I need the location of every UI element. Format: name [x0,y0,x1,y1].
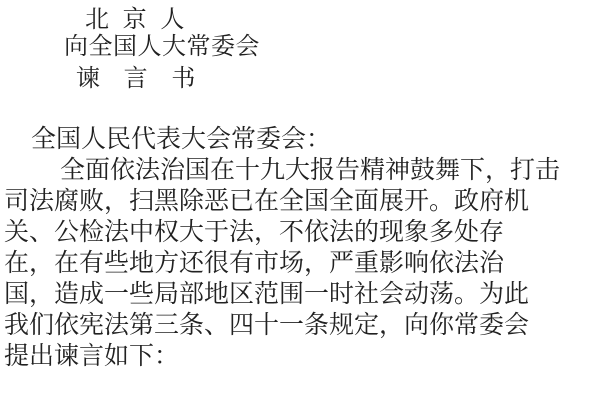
title-line-author: 北 京 人 [85,6,185,33]
body-paragraph [4,155,564,372]
paragraph-line: 全面依法治国在十九大报告精神鼓舞下，打击 [60,156,561,184]
title-line-addressee: 向全国人大常委会 [64,33,260,60]
paragraph-line: 我们依宪法第三条、四十一条规定，向你常委会 [4,311,530,339]
paragraph-line: 关、公检法中权大于法，不依法的现象多处存 [4,218,505,246]
paragraph-line: 提出谏言如下： [4,342,180,370]
paragraph-line: 司法腐败，扫黑除恶已在全国全面展开。政府机 [4,187,530,215]
paragraph-line: 国，造成一些局部地区范围一时社会动荡。为此 [4,280,530,308]
salutation-line: 全国人民代表大会常委会： [31,125,332,153]
paragraph-line: 在，在有些地方还很有市场，严重影响依法治 [4,249,505,277]
title-line-doctype: 谏 言 书 [76,65,196,92]
